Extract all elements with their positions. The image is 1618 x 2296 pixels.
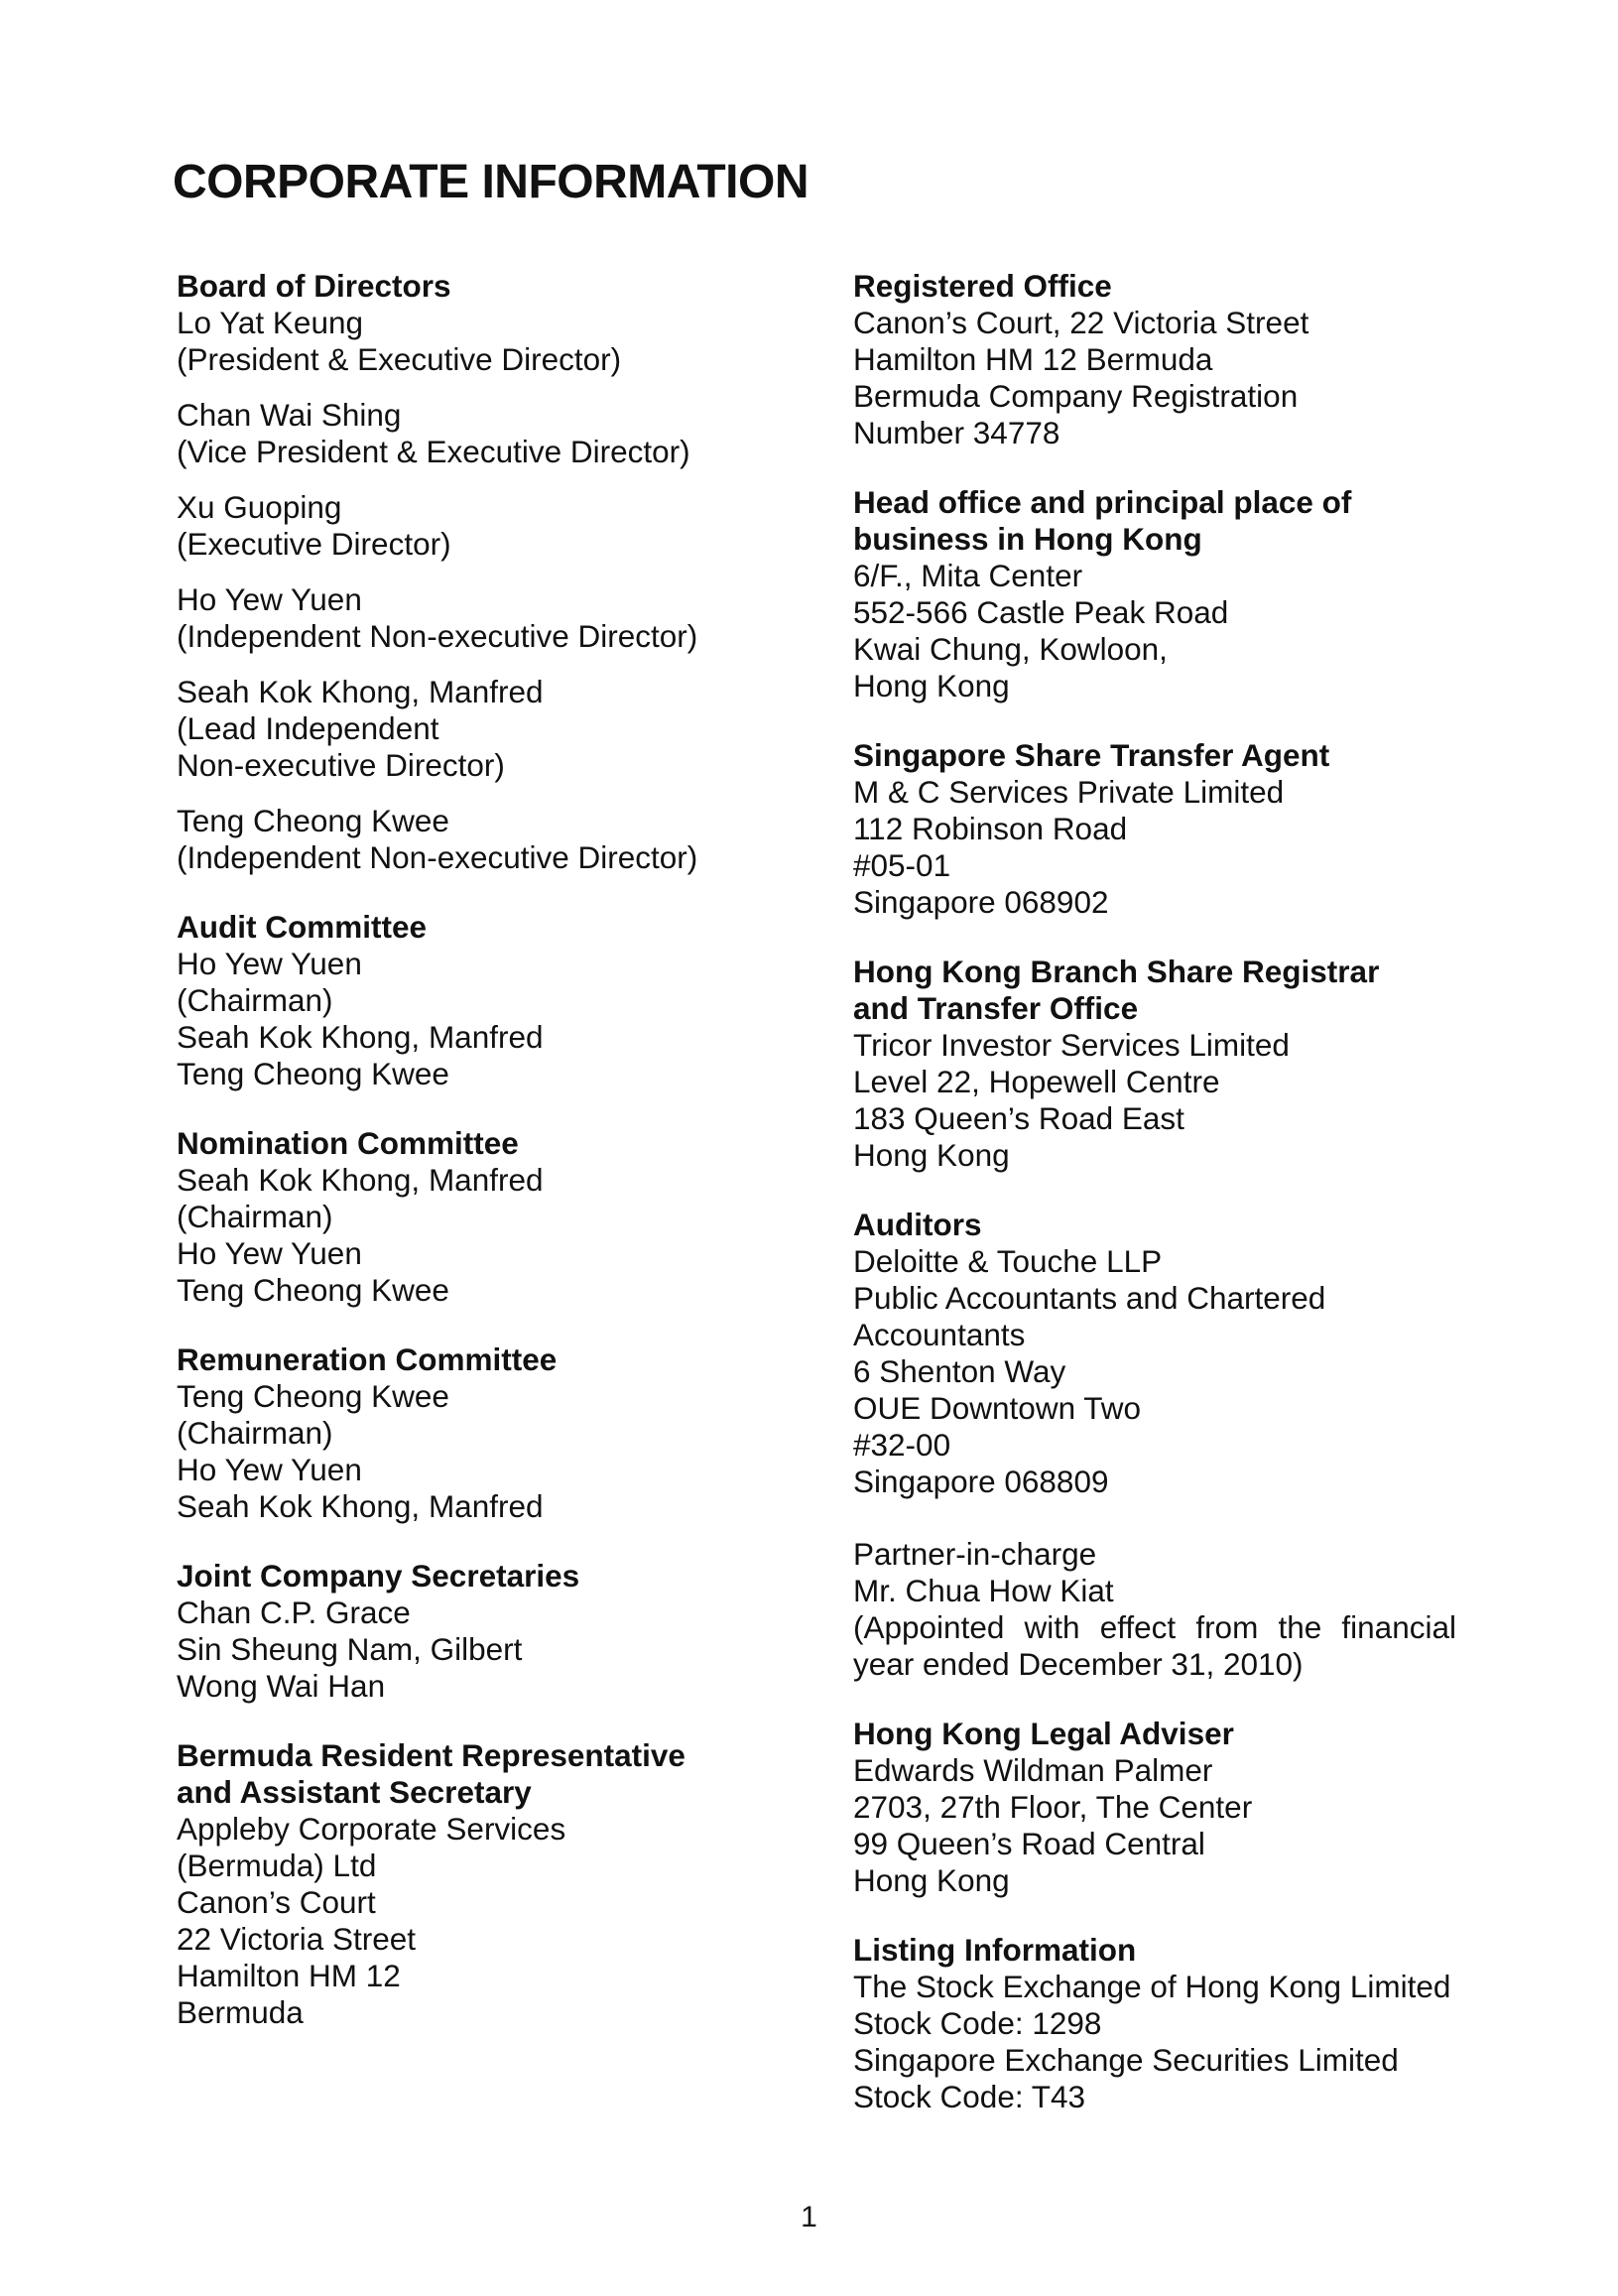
section-heading: Singapore Share Transfer Agent bbox=[853, 737, 1330, 773]
partner-name: Mr. Chua How Kiat bbox=[853, 1573, 1114, 1608]
address-line: Appleby Corporate Services bbox=[177, 1811, 566, 1847]
section-heading: Remuneration Committee bbox=[177, 1341, 558, 1377]
section-heading: Auditors bbox=[853, 1207, 982, 1242]
address-line: Canon’s Court bbox=[177, 1884, 376, 1920]
address-line: 99 Queen’s Road Central bbox=[853, 1826, 1205, 1861]
address-line: OUE Downtown Two bbox=[853, 1390, 1142, 1426]
address-line: 6/F., Mita Center bbox=[853, 558, 1083, 593]
address-line: 112 Robinson Road bbox=[853, 811, 1128, 846]
section-heading: Nomination Committee bbox=[177, 1125, 519, 1161]
address-line: 22 Victoria Street bbox=[177, 1921, 417, 1957]
director-name: Xu Guoping bbox=[177, 489, 342, 525]
section-heading: Listing Information bbox=[853, 1932, 1137, 1968]
director-name: Seah Kok Khong, Manfred bbox=[177, 674, 544, 709]
address-line: Singapore 068902 bbox=[853, 884, 1109, 920]
address-line: Deloitte & Touche LLP bbox=[853, 1243, 1163, 1279]
partner-label: Partner-in-charge bbox=[853, 1536, 1097, 1572]
address-line: Number 34778 bbox=[853, 415, 1060, 450]
audit-committee-section bbox=[177, 909, 811, 1092]
remuneration-committee-section bbox=[177, 1341, 811, 1525]
address-line: 2703, 27th Floor, The Center bbox=[853, 1789, 1253, 1825]
member-line: (Chairman) bbox=[177, 982, 333, 1018]
address-line: 183 Queen’s Road East bbox=[853, 1100, 1184, 1136]
bermuda-representative-section bbox=[177, 1737, 811, 2031]
address-line: Canon’s Court, 22 Victoria Street bbox=[853, 305, 1309, 340]
listing-line: The Stock Exchange of Hong Kong Limited bbox=[853, 1969, 1451, 2004]
director-role: (President & Executive Director) bbox=[177, 341, 622, 377]
board-of-directors-section bbox=[177, 268, 811, 876]
page-title: CORPORATE INFORMATION bbox=[173, 156, 809, 208]
head-office-section bbox=[853, 484, 1456, 704]
address-line: Kwai Chung, Kowloon, bbox=[853, 631, 1168, 667]
director-name: Lo Yat Keung bbox=[177, 305, 364, 340]
listing-line: Stock Code: 1298 bbox=[853, 2005, 1102, 2041]
section-heading: Bermuda Resident Representative bbox=[177, 1737, 685, 1773]
address-line: Accountants bbox=[853, 1317, 1026, 1352]
director-role: (Independent Non-executive Director) bbox=[177, 618, 698, 654]
address-line: #05-01 bbox=[853, 847, 951, 883]
director-role: (Independent Non-executive Director) bbox=[177, 839, 698, 875]
director-role: (Executive Director) bbox=[177, 526, 451, 562]
director-name: Teng Cheong Kwee bbox=[177, 803, 449, 838]
member-line: Seah Kok Khong, Manfred bbox=[177, 1019, 544, 1055]
partner-note: year ended December 31, 2010) bbox=[853, 1646, 1304, 1682]
address-line: Bermuda Company Registration bbox=[853, 378, 1299, 414]
section-heading: Board of Directors bbox=[177, 268, 451, 304]
address-line: Hong Kong bbox=[853, 1862, 1010, 1898]
address-line: Level 22, Hopewell Centre bbox=[853, 1064, 1220, 1099]
nomination-committee-section bbox=[177, 1125, 811, 1309]
director-name: Ho Yew Yuen bbox=[177, 581, 362, 617]
address-line: Edwards Wildman Palmer bbox=[853, 1752, 1213, 1788]
hk-share-registrar-section bbox=[853, 954, 1456, 1174]
member-line: Ho Yew Yuen bbox=[177, 1235, 362, 1271]
director-role: (Lead Independent bbox=[177, 710, 439, 746]
section-heading: business in Hong Kong bbox=[853, 521, 1202, 557]
member-line: Chan C.P. Grace bbox=[177, 1594, 411, 1630]
page-number: 1 bbox=[801, 2201, 817, 2233]
address-line: Hong Kong bbox=[853, 1137, 1010, 1173]
address-line: 552-566 Castle Peak Road bbox=[853, 594, 1229, 630]
address-line: Singapore 068809 bbox=[853, 1464, 1109, 1499]
address-line: Bermuda bbox=[177, 1994, 304, 2030]
member-line: Ho Yew Yuen bbox=[177, 946, 362, 981]
auditors-section bbox=[853, 1207, 1456, 1683]
registered-office-section bbox=[853, 268, 1456, 451]
member-line: Teng Cheong Kwee bbox=[177, 1056, 449, 1091]
member-line: Teng Cheong Kwee bbox=[177, 1378, 449, 1414]
member-line: (Chairman) bbox=[177, 1199, 333, 1234]
singapore-share-transfer-agent-section bbox=[853, 737, 1456, 921]
member-line: Seah Kok Khong, Manfred bbox=[177, 1162, 544, 1198]
address-line: #32-00 bbox=[853, 1427, 951, 1463]
section-heading: Hong Kong Branch Share Registrar bbox=[853, 954, 1380, 989]
section-heading: Registered Office bbox=[853, 268, 1112, 304]
member-line: Seah Kok Khong, Manfred bbox=[177, 1488, 544, 1524]
section-heading: and Transfer Office bbox=[853, 990, 1139, 1026]
member-line: (Chairman) bbox=[177, 1415, 333, 1451]
listing-information-section bbox=[853, 1932, 1456, 2115]
address-line: 6 Shenton Way bbox=[853, 1353, 1066, 1389]
member-line: Ho Yew Yuen bbox=[177, 1452, 362, 1487]
right-column bbox=[853, 268, 1456, 2148]
director-role: (Vice President & Executive Director) bbox=[177, 434, 690, 469]
member-line: Sin Sheung Nam, Gilbert bbox=[177, 1631, 523, 1667]
address-line: Hamilton HM 12 bbox=[177, 1958, 401, 1993]
section-heading: Audit Committee bbox=[177, 909, 427, 945]
member-line: Teng Cheong Kwee bbox=[177, 1272, 449, 1308]
left-column bbox=[177, 268, 811, 2064]
address-line: (Bermuda) Ltd bbox=[177, 1848, 377, 1883]
address-line: M & C Services Private Limited bbox=[853, 774, 1285, 810]
partner-note: (Appointed with effect from the financial bbox=[853, 1609, 1456, 1645]
section-heading: Joint Company Secretaries bbox=[177, 1558, 580, 1594]
director-name: Chan Wai Shing bbox=[177, 397, 402, 433]
joint-secretaries-section bbox=[177, 1558, 811, 1705]
address-line: Hamilton HM 12 Bermuda bbox=[853, 341, 1213, 377]
hk-legal-adviser-section bbox=[853, 1716, 1456, 1899]
listing-line: Singapore Exchange Securities Limited bbox=[853, 2042, 1399, 2078]
member-line: Wong Wai Han bbox=[177, 1668, 386, 1704]
section-heading: and Assistant Secretary bbox=[177, 1774, 532, 1810]
section-heading: Head office and principal place of bbox=[853, 484, 1352, 520]
listing-line: Stock Code: T43 bbox=[853, 2079, 1086, 2114]
director-role: Non-executive Director) bbox=[177, 747, 505, 783]
address-line: Public Accountants and Chartered bbox=[853, 1280, 1326, 1316]
section-heading: Hong Kong Legal Adviser bbox=[853, 1716, 1234, 1751]
address-line: Hong Kong bbox=[853, 668, 1010, 703]
address-line: Tricor Investor Services Limited bbox=[853, 1027, 1290, 1063]
